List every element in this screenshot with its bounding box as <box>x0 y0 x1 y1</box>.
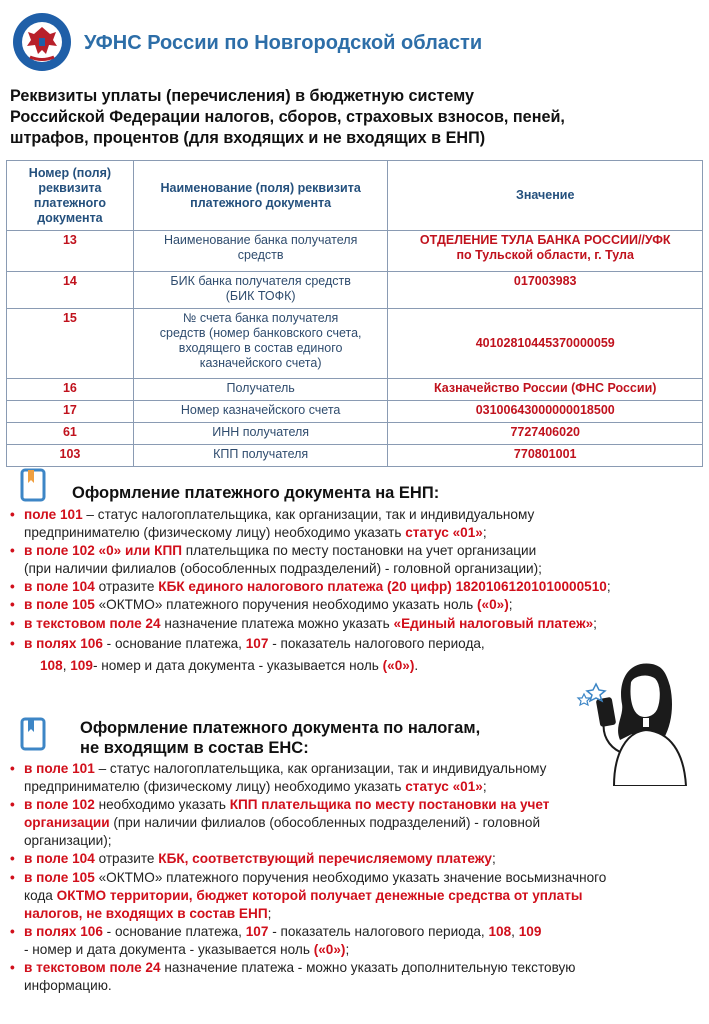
table-row <box>7 423 703 445</box>
table-row <box>7 272 703 309</box>
list-item: • в поле 102 необходимо указать КПП плательщика по месту постановки на учет организации (при наличии филиалов (обособленных подразделений) - головной организации); <box>12 796 702 850</box>
list-item: • в полях 106 - основание платежа, 107 - показатель налогового периода, 108, 109- номер и дата документа - указывается ноль («0»). <box>12 633 702 677</box>
row-number: 103 <box>7 445 134 467</box>
table-row <box>7 309 703 379</box>
list-item: • в текстовом поле 24 назначение платежа - можно указать дополнительную текстовую информацию. <box>12 959 702 995</box>
section-non-ens-heading: Оформление платежного документа по налогам, не входящим в состав ЕНС: <box>80 719 481 757</box>
row-name: БИК банка получателя средств (БИК ТОФК) <box>133 272 388 309</box>
row-name: ИНН получателя <box>133 423 388 445</box>
list-item: • в поле 102 «0» или КПП плательщика по месту постановки на учет организации (при наличии филиалов (обособленных подразделений) - головной организации); <box>12 542 702 578</box>
row-value: 770801001 <box>388 445 703 467</box>
row-value: 7727406020 <box>388 423 703 445</box>
table-row <box>7 231 703 272</box>
list-item: • в текстовом поле 24 назначение платежа можно указать «Единый налоговый платеж»; <box>12 615 702 633</box>
row-number: 14 <box>7 272 134 309</box>
org-title: УФНС России по Новгородской области <box>84 32 483 54</box>
header <box>8 12 698 76</box>
section-enp-list <box>12 506 702 677</box>
table-row <box>7 379 703 401</box>
row-name: Наименование банка получателя средств <box>133 231 388 272</box>
list-item: • в поле 104 отразите КБК единого налогового платежа (20 цифр) 18201061201010000510; <box>12 578 702 596</box>
section-enp-heading: Оформление платежного документа на ЕНП: <box>72 484 440 502</box>
table-header-row <box>7 161 703 231</box>
bookmark-icon <box>20 468 46 502</box>
section-non-ens-list <box>12 760 702 995</box>
table-row <box>7 401 703 423</box>
list-item: • в полях 106 - основание платежа, 107 - показатель налогового периода, 108, 109 - номер и дата документа - указывается ноль («0»); <box>12 923 702 959</box>
column-header-number: Номер (поля) реквизита платежного документа <box>7 161 134 231</box>
row-number: 16 <box>7 379 134 401</box>
row-number: 13 <box>7 231 134 272</box>
row-number: 61 <box>7 423 134 445</box>
column-header-value: Значение <box>388 161 703 231</box>
row-number: 17 <box>7 401 134 423</box>
requisites-table <box>6 160 703 467</box>
table-row <box>7 445 703 467</box>
list-item: • поле 101 – статус налогоплательщика, как организации, так и индивидуальному предпринимателю (физическому лицу) необходимо указать статус «01»; <box>12 506 702 542</box>
row-value: 40102810445370000059 <box>388 309 703 379</box>
row-name: Получатель <box>133 379 388 401</box>
list-item: • в поле 101 – статус налогоплательщика, как организации, так и индивидуальному предпринимателю (физическому лицу) необходимо указать статус «01»; <box>12 760 702 796</box>
column-header-name: Наименование (поля) реквизита платежного документа <box>133 161 388 231</box>
list-item: • в поле 104 отразите КБК, соответствующий перечисляемому платежу; <box>12 850 702 868</box>
list-item: • в поле 105 «ОКТМО» платежного поручения необходимо указать ноль («0»); <box>12 596 702 614</box>
row-value: ОТДЕЛЕНИЕ ТУЛА БАНКА РОССИИ//УФК по Тульской области, г. Тула <box>388 231 703 272</box>
list-item: • в поле 105 «ОКТМО» платежного поручения необходимо указать значение восьмизначного кода ОКТМО территории, бюджет которой получает денежные средства от уплаты налогов, не входящих в состав ЕНП; <box>12 869 702 923</box>
requisites-title: Реквизиты уплаты (перечисления) в бюджетную систему Российской Федерации налогов, сборов, страховых взносов, пеней, штрафов, процентов (для входящих и не входящих в ЕНП) <box>10 87 565 147</box>
row-value: 03100643000000018500 <box>388 401 703 423</box>
row-name: КПП получателя <box>133 445 388 467</box>
row-name: Номер казначейского счета <box>133 401 388 423</box>
row-number: 15 <box>7 309 134 379</box>
fns-emblem-icon <box>12 12 72 72</box>
row-name: № счета банка получателя средств (номер банковского счета, входящего в состав единого казначейского счета) <box>133 309 388 379</box>
bookmark-icon <box>20 717 46 751</box>
row-value: Казначейство России (ФНС России) <box>388 379 703 401</box>
row-value: 017003983 <box>388 272 703 309</box>
